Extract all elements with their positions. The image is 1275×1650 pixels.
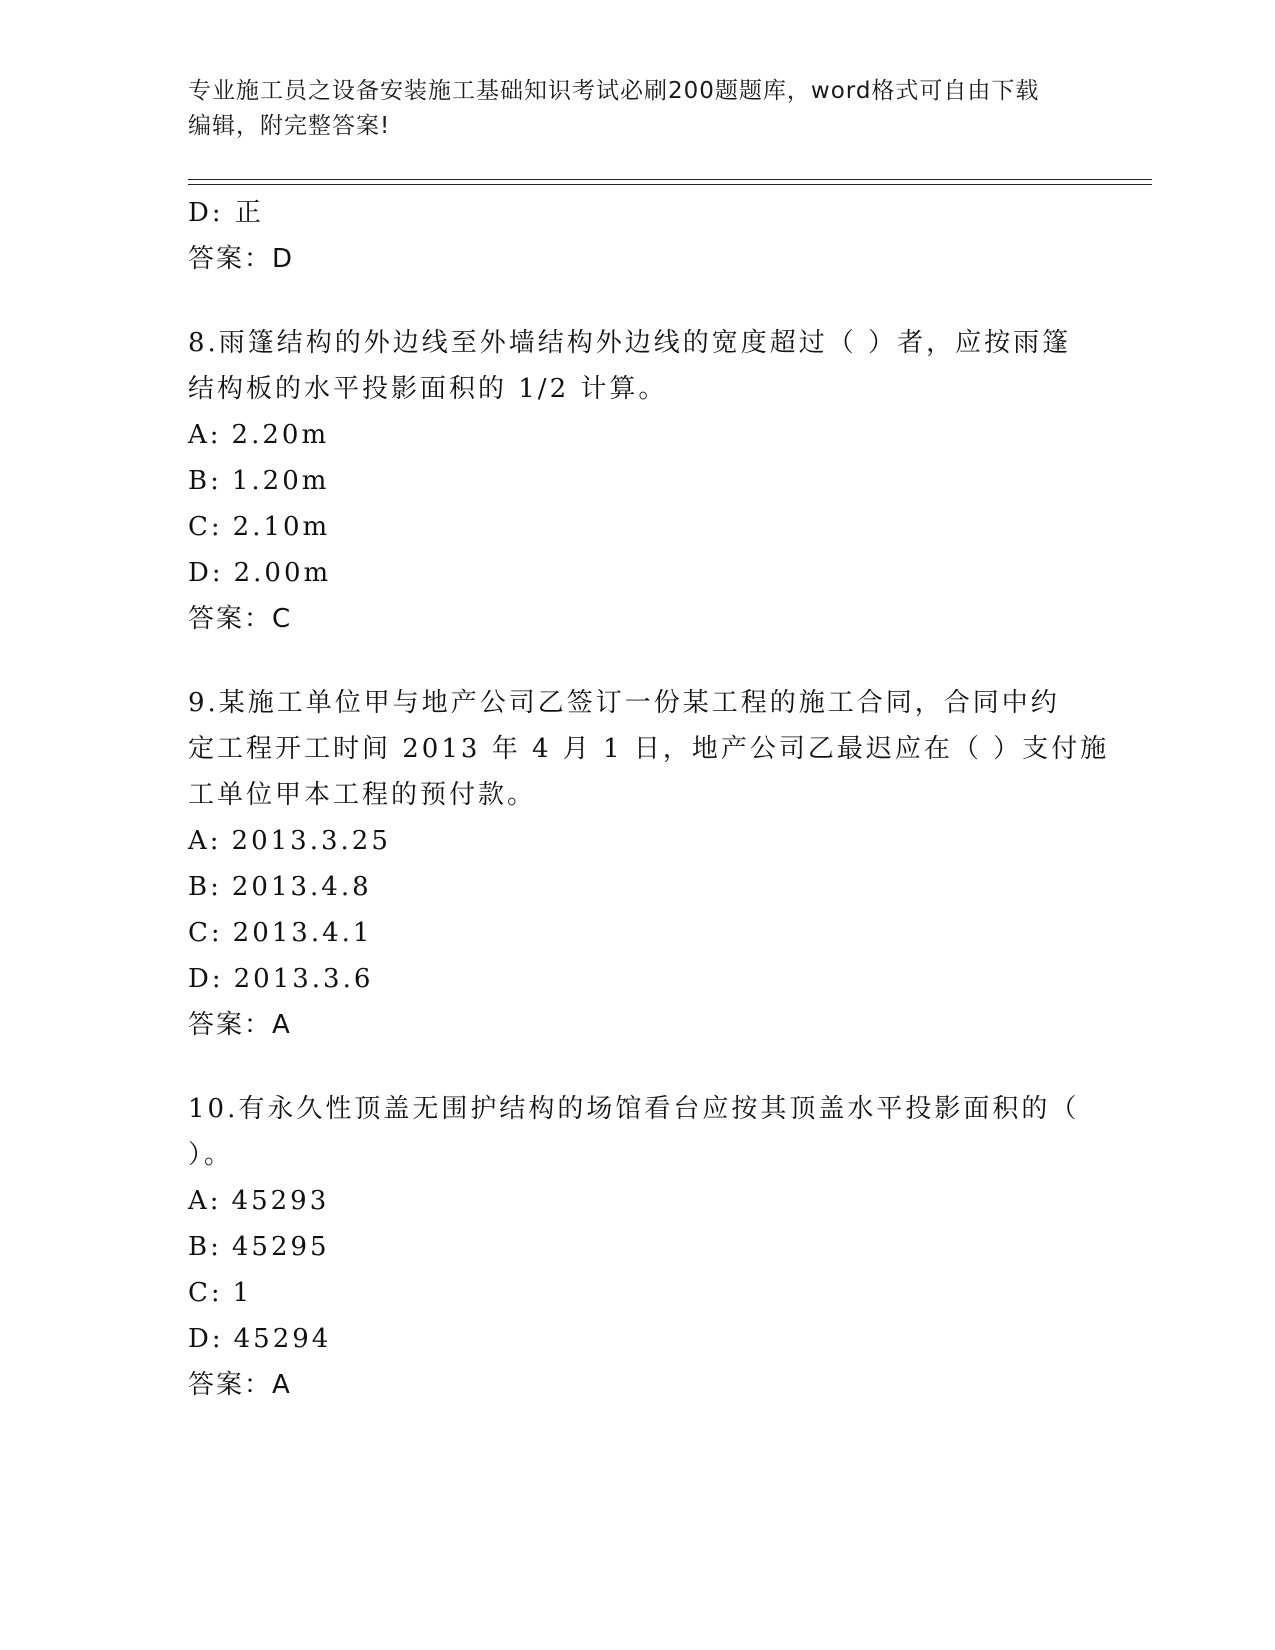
page-header xyxy=(188,74,1088,144)
question-9-answer: 答案：A xyxy=(188,1010,292,1040)
option-value: 45295 xyxy=(231,1232,330,1262)
option-label: D: xyxy=(188,1324,224,1354)
question-8-option-b xyxy=(188,458,1088,504)
question-8-option-d xyxy=(188,550,1088,596)
option-value: 2013.3.6 xyxy=(233,964,374,994)
option-value: 1.20m xyxy=(231,466,330,496)
question-9-option-c xyxy=(188,910,1088,956)
option-label: A: xyxy=(188,826,222,856)
option-label: C: xyxy=(188,512,223,542)
header-divider-top xyxy=(188,179,1152,180)
question-9-text xyxy=(188,680,1110,818)
option-label: B: xyxy=(188,466,222,496)
prev-answer: 答案：D xyxy=(188,244,295,274)
option-label: A: xyxy=(188,420,222,450)
header-divider-bottom xyxy=(188,184,1152,185)
question-9-line-1: 9.某施工单位甲与地产公司乙签订一份某工程的施工合同，合同中约 xyxy=(188,688,1060,718)
option-value: 2.00m xyxy=(233,558,332,588)
option-value: 2013.3.25 xyxy=(231,826,391,856)
question-10-option-d xyxy=(188,1316,1088,1362)
option-label: B: xyxy=(188,1232,222,1262)
option-value: 45293 xyxy=(231,1186,330,1216)
question-10-line-2: ）。 xyxy=(188,1140,234,1170)
option-value: 2.20m xyxy=(231,420,330,450)
option-value: 1 xyxy=(232,1278,253,1308)
option-value: 2.10m xyxy=(232,512,331,542)
question-9-line-2: 定工程开工时间 2013 年 4 月 1 日，地产公司乙最迟应在（ ）支付施 xyxy=(188,734,1110,764)
question-9-option-a xyxy=(188,818,1088,864)
question-8-option-c xyxy=(188,504,1088,550)
option-label: B: xyxy=(188,872,222,902)
question-10-answer: 答案：A xyxy=(188,1370,292,1400)
prev-option-d: D: 正 xyxy=(188,198,264,228)
option-label: C: xyxy=(188,918,223,948)
question-8-text xyxy=(188,320,1088,412)
question-10-option-a xyxy=(188,1178,1088,1224)
option-value: 45294 xyxy=(233,1324,332,1354)
question-10-text xyxy=(188,1086,1088,1178)
question-8-answer: 答案：C xyxy=(188,604,293,634)
question-8-line-1: 8.雨篷结构的外边线至外墙结构外边线的宽度超过（ ）者，应按雨篷 xyxy=(188,328,1072,358)
question-8-line-2: 结构板的水平投影面积的 1/2 计算。 xyxy=(188,374,668,404)
header-line-2: 编辑，附完整答案! xyxy=(188,113,391,139)
question-9-option-b xyxy=(188,864,1088,910)
option-value: 2013.4.8 xyxy=(231,872,372,902)
question-content xyxy=(188,190,1110,1408)
question-9-option-d xyxy=(188,956,1088,1002)
question-10-option-c xyxy=(188,1270,1088,1316)
header-line-1: 专业施工员之设备安装施工基础知识考试必刷200题题库，word格式可自由下载 xyxy=(188,78,1040,104)
option-label: A: xyxy=(188,1186,222,1216)
question-8-option-a xyxy=(188,412,1088,458)
question-10-line-1: 10.有永久性顶盖无围护结构的场馆看台应按其顶盖水平投影面积的（ xyxy=(188,1094,1080,1124)
question-9-line-3: 工单位甲本工程的预付款。 xyxy=(188,780,537,810)
option-value: 2013.4.1 xyxy=(232,918,373,948)
question-10-option-b xyxy=(188,1224,1088,1270)
option-label: D: xyxy=(188,558,224,588)
option-label: D: xyxy=(188,964,224,994)
option-label: C: xyxy=(188,1278,223,1308)
